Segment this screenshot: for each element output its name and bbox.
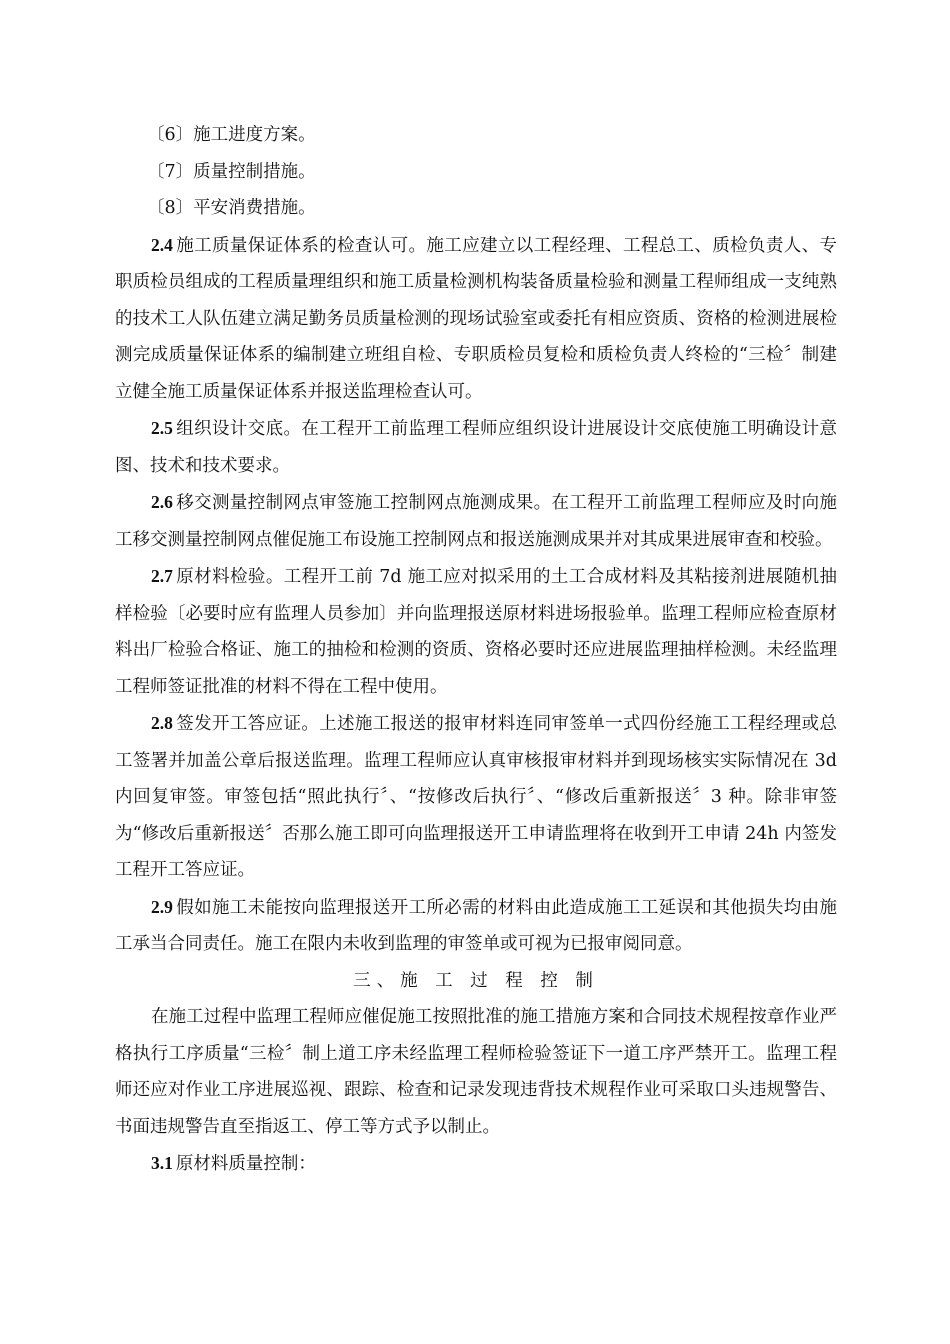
paragraph-2-7 <box>115 558 837 705</box>
paragraph-text: 原材料检验。工程开工前 7d 施工应对拟采用的土工合成材料及其粘接剂进展随机抽样检验〔必要时应有监理人员参加〕并向监理报送原材料进场报验单。监理工程师应检查原材料出厂检验合格证、施工的抽检和检测的资质、资格必要时还应进展监理抽样检测。未经监理工程师签证批准的材料不得在工程中使用。 <box>115 567 837 697</box>
clause-number: 2.4 <box>151 234 173 255</box>
document-page <box>115 117 837 1183</box>
paragraph-2-9 <box>115 889 837 963</box>
paragraph-text: 假如施工未能按向监理报送开工所必需的材料由此造成施工工延误和其他损失均由施工承当合同责任。施工在限内未收到监理的审签单或可视为已报审阅同意。 <box>115 897 837 954</box>
paragraph-text: 组织设计交底。在工程开工前监理工程师应组织设计进展设计交底使施工明确设计意图、技术和技术要求。 <box>115 419 837 476</box>
section-heading: 三、施 工 过 程 控 制 <box>353 970 599 991</box>
clause-number: 2.7 <box>151 566 173 586</box>
paragraph-2-5 <box>115 410 837 484</box>
paragraph-2-6 <box>115 484 837 558</box>
paragraph-2-8 <box>115 705 837 889</box>
paragraph-2-4 <box>115 227 837 411</box>
paragraph-text: 施工质量保证体系的检查认可。施工应建立以工程经理、工程总工、质检负责人、专职质检员组成的工程质量理组织和施工质量检测机构装备质量检验和测量工程师组成一支纯熟的技术工人队伍建立满足勤务员质量检测的现场试验室或委托有相应资质、资格的检测进展检测完成质量保证体系的编制建立班组自检、专职质检员复检和质检负责人终检的“三检〞制建立健全施工质量保证体系并报送监理检查认可。 <box>115 235 837 402</box>
clause-number: 2.6 <box>151 492 173 512</box>
clause-number: 3.1 <box>151 1153 173 1173</box>
sub-heading-3-1 <box>115 1145 837 1183</box>
sub-heading-text: 原材料质量控制： <box>175 1154 316 1174</box>
list-item-7: 〔7〕质量控制措施。 <box>147 161 316 182</box>
clause-number: 2.8 <box>151 713 173 733</box>
paragraph-text: 签发开工答应证。上述施工报送的报审材料连同审签单一式四份经施工工程经理或总工签署并加盖公章后报送监理。监理工程师应认真审核报审材料并到现场核实实际情况在 3d 内回复审签。审签包括“照此执行〞、“按修改后执行〞、“修改后重新报送〞3 种。除非审签为“修改后重新报送〞否那么施工即可向监理报送开工申请监理将在收到开工申请 24h 内签发工程开工答应证。 <box>115 714 837 880</box>
clause-number: 2.9 <box>151 896 173 917</box>
section-intro-paragraph: 在施工过程中监理工程师应催促施工按照批准的施工措施方案和合同技术规程按章作业严格执行工序质量“三检〞制上道工序未经监理工程师检验签证下一道工序严禁开工。监理工程师还应对作业工序进展巡视、跟踪、检查和记录发现违背技术规程作业可采取口头违规警告、书面违规警告直至指返工、停工等方式予以制止。 <box>115 1007 837 1137</box>
list-item-8: 〔8〕平安消费措施。 <box>147 198 316 218</box>
paragraph-text: 移交测量控制网点审签施工控制网点施测成果。在工程开工前监理工程师应及时向施工移交测量控制网点催促施工布设施工控制网点和报送施测成果并对其成果进展审查和校验。 <box>115 493 837 550</box>
list-item-6: 〔6〕施工进度方案。 <box>147 125 316 145</box>
clause-number: 2.5 <box>151 418 173 438</box>
